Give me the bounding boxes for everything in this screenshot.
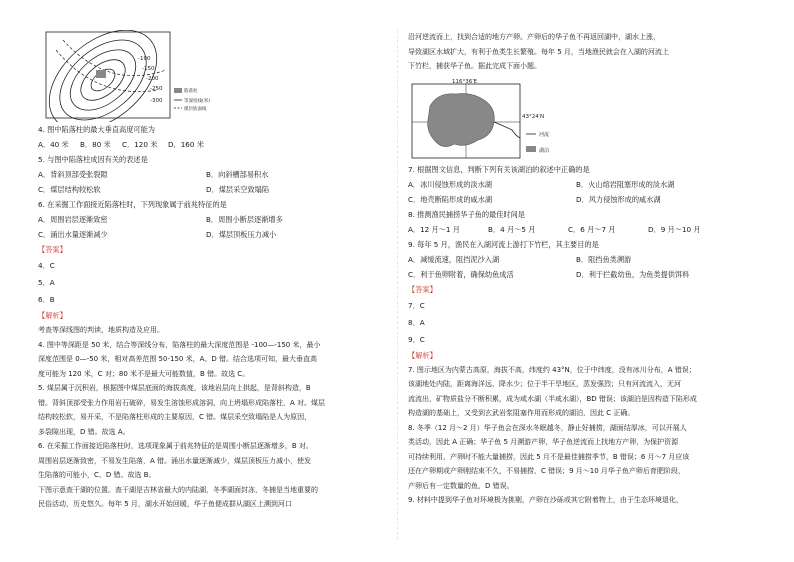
option-b: B．4 月～5 月 <box>488 224 536 234</box>
analysis-line: 生陷落的可能小，C、D 错。故选 B。 <box>38 471 156 479</box>
question-5-options-row-2 <box>38 182 390 197</box>
analysis-line: 4. 图中等深距是 50 米，结合等深线分布，陷落柱的最大深度范围是 -100—-150 米，最小 <box>38 340 321 349</box>
option-c: C．120 米 <box>122 140 158 149</box>
contour-label: -300 <box>150 98 163 104</box>
option-d: D．利于拦截幼鱼，为鱼类提供饵料 <box>576 269 690 279</box>
answer-5: 5．A <box>38 278 55 287</box>
option-a: A．40 米 <box>38 140 69 149</box>
right-column <box>408 30 760 508</box>
analysis-line: 7. 图示地区为内蒙古高原，海拔不高，纬度约 43°N，位于中纬度，没有冰川分布，A 错误； <box>408 365 696 374</box>
option-c: C．地壳断陷形成的咸水湖 <box>408 194 493 204</box>
contour-label: -100 <box>138 56 151 62</box>
analysis-line: 错。背斜顶部受张力作用岩石破碎，易发生溶蚀形成溶洞，向上坍塌形成陷落柱，A 对。煤层 <box>38 398 326 407</box>
option-b: B．火山熔岩阻塞形成的淡水湖 <box>576 179 675 189</box>
option-c: C．利于鱼卵附着，确保幼鱼成活 <box>408 269 514 279</box>
option-a: A．减缓流速，阻挡泥沙入湖 <box>408 254 500 264</box>
lake-map-figure <box>408 78 583 162</box>
analysis-line: 深度范围是 0—-50 米，相对高差范围 50-150 米，A、D 错。结合选项可知，最大垂直高 <box>38 355 317 363</box>
contour-map <box>38 30 213 122</box>
analysis-line: 度可能为 120 米，C 对；80 米不是最大可能数值，B 错。故选 C。 <box>38 369 250 378</box>
analysis-line: 6. 在采掘工作面接近陷落柱时，选项现象属于前兆特征的是周围小断层逐渐增多，B 对。 <box>38 442 313 450</box>
option-d: D．9 月～10 月 <box>648 224 701 234</box>
analysis-line: 周围岩层逐渐致密，不易发生陷落，A 错。涌出水量逐渐减少，煤层顶板压力减小，使发 <box>38 456 312 465</box>
contour-label: -250 <box>150 86 163 92</box>
analysis-heading: 【解析】 <box>38 311 67 320</box>
option-b: B．阻挡鱼类溯游 <box>576 254 632 264</box>
analysis-line: 还在产卵期或产卵刚结束不久，不易捕捞，C 错误；9 月～10 月华子鱼产卵后育肥阶段， <box>408 467 685 475</box>
option-a: A．背斜顶部受张裂隙 <box>38 170 108 179</box>
analysis-line: 8. 冬季（12 月～2 月）华子鱼会在深水冬眠越冬，静止好捕捞，湖面结厚冰，可以开展人 <box>408 423 687 432</box>
contour-figure <box>38 30 213 122</box>
legend-coal-seam-line: 煤层底面线 <box>184 107 207 112</box>
question-4-options <box>38 137 378 152</box>
option-d: D．煤层顶板压力减小 <box>206 230 277 239</box>
answer-heading: 【答案】 <box>408 284 437 294</box>
lake-map <box>408 78 583 162</box>
option-a: A．冰川侵蚀形成的淡水湖 <box>408 179 492 189</box>
answer-6: 6．B <box>38 295 55 304</box>
option-c: C．涌出水量逐渐减少 <box>38 230 108 239</box>
option-a: A．12 月～1 月 <box>408 224 460 234</box>
latitude-label: 43°24′N <box>522 113 545 120</box>
question-6-options-row-2 <box>38 227 390 242</box>
question-5-options-row-1 <box>38 167 390 182</box>
analysis-line: 5. 煤层属于沉积岩，根据图中煤层底面的海拔高度，该地岩层向上拱起，是背斜构造，B <box>38 384 311 392</box>
question-9-options-row-1 <box>408 252 760 267</box>
option-c: C．6 月～7 月 <box>568 224 616 234</box>
legend-collapse-column: 陷落柱 <box>184 89 198 94</box>
question-6-options-row-1 <box>38 212 390 227</box>
question-5: 5. 与图中陷落柱成因有关的表述是 <box>38 155 148 164</box>
legend-lake: 湖泊 <box>539 147 550 154</box>
option-b: B．80 米 <box>80 140 111 149</box>
longitude-label: 116°36′E <box>452 78 477 85</box>
option-a: A．周围岩层逐渐致密 <box>38 215 108 224</box>
passage-line: 下竹栏，捕获华子鱼。据此完成下面小题。 <box>408 62 541 70</box>
option-b: B．向斜槽部易积水 <box>206 170 269 179</box>
option-c: C．煤层结构较松软 <box>38 185 101 194</box>
question-7: 7. 根据图文信息，判断下列有关该湖泊的叙述中正确的是 <box>408 164 590 174</box>
analysis-line: 多裂隙出现，D 错。故选 A。 <box>38 427 130 436</box>
analysis-heading: 【解析】 <box>408 350 437 360</box>
answer-heading: 【答案】 <box>38 245 67 254</box>
analysis-line: 可持续利用，产卵时不能大量捕捞，因此 5 月不是最佳捕捞季节，B 错误；6 月～7 月应该 <box>408 452 690 461</box>
analysis-line: 流流出，矿物质盐分不断积累，成为咸水湖（半咸水湖），BD 错误；该湖泊是因构造下陷形成 <box>408 394 697 403</box>
passage-line: 民俗活动，历史悠久。每年 5 月，湖水开始回暖，华子鱼便成群从湖区上溯到河口 <box>38 500 292 508</box>
passage-line: 沿河逆流而上，找到合适的地方产卵。产卵后的华子鱼不再返回湖中，湖水上涨， <box>408 33 660 41</box>
question-7-options-row-2 <box>408 192 760 207</box>
passage-line: 下图示意查干湖的位置。查干湖是吉林省最大的内陆湖，冬季湖面封冻，冬捕是当地重要的 <box>38 485 318 494</box>
analysis-line: 结构较松软，易开采，不是陷落柱形成的主要原因，C 错。煤层采空致塌陷是人为原因， <box>38 413 312 421</box>
passage-line: 导致湖区水域扩大，有利于鱼类生长繁殖。每年 5 月，当地渔民就会在入湖的河流上 <box>408 47 669 56</box>
analysis-line: 考查等深线图的判读，地质构造及应用。 <box>38 326 164 334</box>
legend-depth-line: 等深度线(米) <box>184 99 211 104</box>
question-8-options <box>408 222 760 237</box>
analysis-line: 类活动，因此 A 正确；华子鱼 5 月溯游产卵，华子鱼逆流而上找地方产卵，为保护资源 <box>408 438 679 446</box>
question-4: 4. 图中陷落柱的最大垂直高度可能为 <box>38 125 155 134</box>
legend-river: 河流 <box>539 131 550 138</box>
option-b: B．周围小断层逐渐增多 <box>206 215 283 224</box>
answer-9: 9．C <box>408 334 425 344</box>
column-divider <box>397 30 398 540</box>
analysis-line: 该湖地处内陆，距离海洋远，降水少；位于半干旱地区，蒸发强烈；只有河流流入，无河 <box>408 380 681 388</box>
option-d: D．煤层采空致塌陷 <box>206 185 270 194</box>
question-7-options-row-1 <box>408 177 760 192</box>
question-8: 8. 推测渔民捕捞华子鱼的最佳时间是 <box>408 209 525 219</box>
answer-4: 4．C <box>38 261 55 270</box>
analysis-line: 9. 材料中提到华子鱼对环境极为挑剔，产卵在沙砾或其它附着物上，由于生态环境退化， <box>408 496 683 504</box>
option-d: D．160 米 <box>168 140 204 149</box>
question-9-options-row-2 <box>408 267 760 282</box>
analysis-line: 构造湖的基础上，又受到玄武岩浆阻塞作用而形成的湖泊，因此 C 正确。 <box>408 409 635 417</box>
option-d: D．风力侵蚀形成的咸水湖 <box>576 194 661 204</box>
left-column <box>38 30 390 512</box>
contour-label: -200 <box>146 76 159 82</box>
question-9: 9. 每年 5 月，渔民在入湖河流上游打下竹栏，其主要目的是 <box>408 239 599 249</box>
analysis-line: 产卵后有一定数量的鱼，D 错误。 <box>408 481 514 490</box>
answer-8: 8．A <box>408 317 425 327</box>
contour-label: -150 <box>142 66 155 72</box>
question-6: 6. 在采掘工作面接近陷落柱时，下列现象属于前兆特征的是 <box>38 200 227 209</box>
answer-7: 7．C <box>408 300 425 310</box>
